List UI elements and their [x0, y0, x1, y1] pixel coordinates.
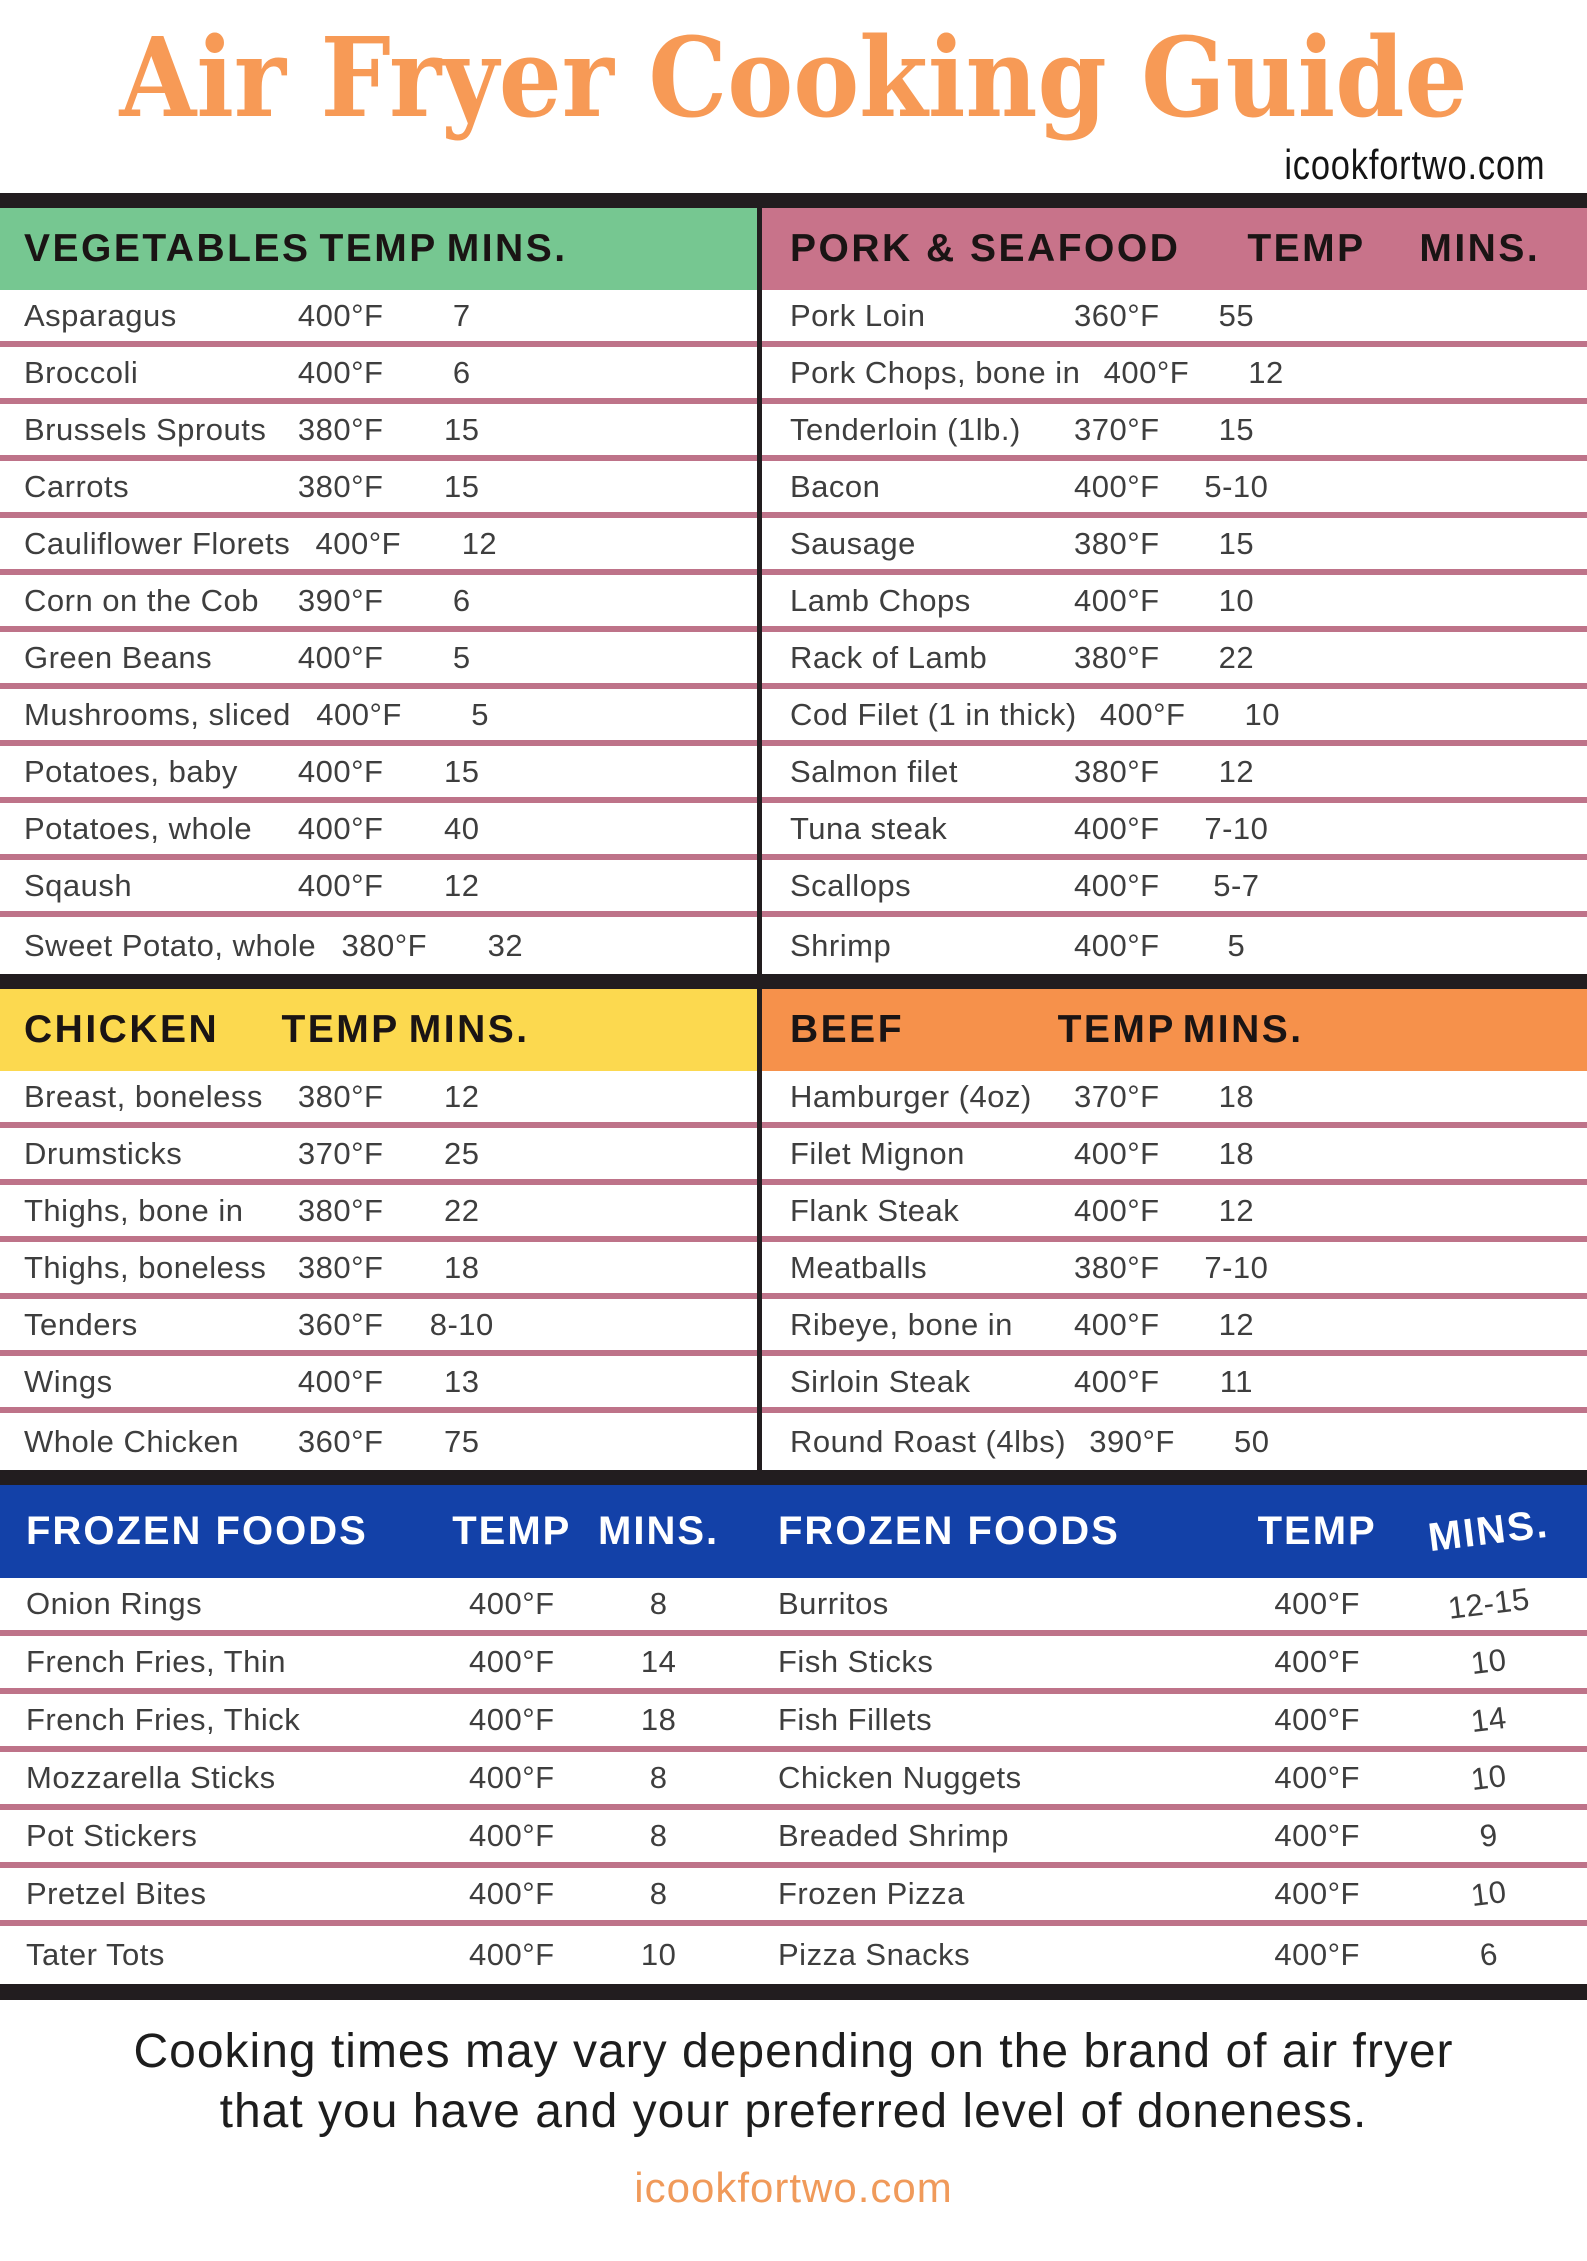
food-mins: 5-7 [1183, 868, 1290, 904]
food-mins: 8 [587, 1760, 730, 1796]
table-row [0, 1810, 1587, 1868]
temp-column-header: TEMP [436, 1509, 587, 1554]
food-temp: 400°F [436, 1702, 587, 1738]
food-temp: 380°F [273, 412, 409, 448]
food-name: Carrots [0, 469, 273, 505]
food-temp: 400°F [273, 754, 409, 790]
table-row [762, 1242, 1587, 1299]
food-mins: 55 [1183, 298, 1290, 334]
food-mins: 50 [1198, 1424, 1305, 1460]
table-row [762, 518, 1587, 575]
food-temp: 400°F [1214, 1876, 1420, 1912]
food-mins: 8 [587, 1586, 730, 1622]
food-name: Wings [0, 1364, 273, 1400]
table-row [0, 575, 757, 632]
food-temp: 390°F [1066, 1424, 1198, 1460]
footer [0, 2022, 1587, 2212]
section-label-vegetables: VEGETABLES [0, 227, 310, 271]
food-name: Brussels Sprouts [0, 412, 273, 448]
food-temp: 400°F [436, 1586, 587, 1622]
table-row [762, 689, 1587, 746]
food-mins: 18 [409, 1250, 515, 1286]
food-name: Potatoes, whole [0, 811, 273, 847]
food-mins: 8 [587, 1818, 730, 1854]
food-name: Asparagus [0, 298, 273, 334]
table-row [0, 803, 757, 860]
table-row [0, 689, 757, 746]
food-name: Pretzel Bites [0, 1876, 436, 1912]
footer-note-line1: Cooking times may vary depending on the brand of air fryer [0, 2022, 1587, 2082]
temp-column-header: TEMP [1241, 227, 1373, 271]
table-row [0, 290, 757, 347]
food-temp: 400°F [436, 1644, 587, 1680]
table-row [762, 746, 1587, 803]
food-temp: 380°F [273, 1250, 409, 1286]
food-mins: 15 [1183, 412, 1290, 448]
food-mins: 10 [1183, 583, 1290, 619]
divider-bar [0, 1984, 1587, 2000]
food-name: Tater Tots [0, 1937, 436, 1973]
food-temp: 400°F [436, 1876, 587, 1912]
table-row [0, 347, 757, 404]
table-row [762, 461, 1587, 518]
food-name: Sirloin Steak [762, 1364, 1051, 1400]
table-row [762, 917, 1587, 974]
food-mins: 40 [409, 811, 515, 847]
food-name: Rack of Lamb [762, 640, 1051, 676]
food-temp: 400°F [273, 1364, 409, 1400]
food-name: Hamburger (4oz) [762, 1079, 1051, 1115]
food-name: Shrimp [762, 928, 1051, 964]
table-row [0, 461, 757, 518]
food-name: Breaded Shrimp [730, 1818, 1214, 1854]
food-name: Drumsticks [0, 1136, 273, 1172]
food-mins: 10 [1420, 1760, 1587, 1796]
food-temp: 400°F [436, 1937, 587, 1973]
food-temp: 370°F [273, 1136, 409, 1172]
table-row [762, 404, 1587, 461]
food-mins: 12 [409, 868, 515, 904]
food-name: French Fries, Thin [0, 1644, 436, 1680]
food-temp: 380°F [1051, 1250, 1183, 1286]
food-name: Pork Loin [762, 298, 1051, 334]
table-row [762, 290, 1587, 347]
food-mins: 12 [1183, 1193, 1290, 1229]
food-mins: 18 [587, 1702, 730, 1738]
food-name: Breast, boneless [0, 1079, 273, 1115]
food-mins: 6 [409, 355, 515, 391]
chicken-rows [0, 1071, 757, 1470]
food-mins: 14 [1420, 1702, 1587, 1738]
food-name: Mozzarella Sticks [0, 1760, 436, 1796]
food-mins: 10 [587, 1937, 730, 1973]
food-mins: 15 [1183, 526, 1290, 562]
food-name: Thighs, boneless [0, 1250, 273, 1286]
food-mins: 8-10 [409, 1307, 515, 1343]
food-mins: 15 [409, 754, 515, 790]
table-row [762, 860, 1587, 917]
food-mins: 5-10 [1183, 469, 1290, 505]
food-mins: 13 [409, 1364, 515, 1400]
table-row [0, 632, 757, 689]
pork-seafood-table [762, 208, 1587, 974]
food-mins: 7-10 [1183, 1250, 1290, 1286]
food-temp: 400°F [273, 355, 409, 391]
food-temp: 400°F [1214, 1644, 1420, 1680]
table-row [0, 1242, 757, 1299]
food-temp: 380°F [273, 1193, 409, 1229]
mins-column-header: MINS. [447, 227, 568, 271]
food-temp: 400°F [1214, 1818, 1420, 1854]
food-name: Sqaush [0, 868, 273, 904]
food-mins: 7-10 [1183, 811, 1290, 847]
mins-column-header: MINS. [587, 1509, 730, 1554]
food-mins: 10 [1420, 1644, 1587, 1680]
food-temp: 400°F [1051, 1136, 1183, 1172]
food-name: Pizza Snacks [730, 1937, 1214, 1973]
food-name: Frozen Pizza [730, 1876, 1214, 1912]
table-row [762, 803, 1587, 860]
mins-column-header: MINS. [1183, 1008, 1304, 1052]
section-label-pork-seafood: PORK & SEAFOOD [762, 227, 1241, 271]
food-temp: 400°F [291, 697, 427, 733]
vegetables-pork-band [0, 208, 1587, 974]
food-temp: 400°F [1077, 697, 1209, 733]
food-name: Pot Stickers [0, 1818, 436, 1854]
food-name: Green Beans [0, 640, 273, 676]
site-url-top-wrap [0, 141, 1587, 193]
vegetables-rows [0, 290, 757, 974]
chicken-table-header [0, 989, 757, 1071]
chicken-beef-band [0, 989, 1587, 1470]
food-name: Flank Steak [762, 1193, 1051, 1229]
food-mins: 10 [1420, 1876, 1587, 1912]
temp-column-header: TEMP [273, 1008, 409, 1052]
food-name: Potatoes, baby [0, 754, 273, 790]
food-name: Whole Chicken [0, 1424, 273, 1460]
pork-seafood-table-header [762, 208, 1587, 290]
food-mins: 8 [587, 1876, 730, 1912]
food-temp: 400°F [436, 1818, 587, 1854]
table-row [0, 746, 757, 803]
food-temp: 400°F [1051, 1364, 1183, 1400]
food-temp: 400°F [273, 811, 409, 847]
table-row [0, 518, 757, 575]
divider-bar [0, 1470, 1587, 1485]
table-row [762, 1128, 1587, 1185]
food-name: Scallops [762, 868, 1051, 904]
food-name: Lamb Chops [762, 583, 1051, 619]
table-row [0, 1694, 1587, 1752]
food-mins: 12 [1212, 355, 1319, 391]
temp-column-header: TEMP [310, 227, 446, 271]
food-mins: 12 [1183, 1307, 1290, 1343]
table-row [0, 1578, 1587, 1636]
table-row [0, 1128, 757, 1185]
food-temp: 380°F [273, 469, 409, 505]
food-name: Mushrooms, sliced [0, 697, 291, 733]
table-row [0, 1926, 1587, 1984]
food-name: Round Roast (4lbs) [762, 1424, 1066, 1460]
beef-table-header [762, 989, 1587, 1071]
table-row [0, 1299, 757, 1356]
table-row [0, 1185, 757, 1242]
food-name: Onion Rings [0, 1586, 436, 1622]
food-name: Thighs, bone in [0, 1193, 273, 1229]
food-temp: 400°F [1051, 868, 1183, 904]
food-temp: 400°F [1214, 1586, 1420, 1622]
food-temp: 400°F [1051, 583, 1183, 619]
table-row [762, 1185, 1587, 1242]
table-row [0, 1868, 1587, 1926]
section-label-beef: BEEF [762, 1008, 1051, 1052]
food-mins: 6 [409, 583, 515, 619]
food-name: Sweet Potato, whole [0, 928, 316, 964]
food-temp: 380°F [1051, 754, 1183, 790]
food-mins: 6 [1420, 1937, 1587, 1973]
vegetables-table [0, 208, 757, 974]
table-row [0, 1413, 757, 1470]
food-mins: 12 [426, 526, 532, 562]
food-name: Cauliflower Florets [0, 526, 290, 562]
food-mins: 12 [1183, 754, 1290, 790]
table-row [0, 1636, 1587, 1694]
food-mins: 10 [1209, 697, 1316, 733]
food-name: Salmon filet [762, 754, 1051, 790]
food-temp: 390°F [273, 583, 409, 619]
food-name: Filet Mignon [762, 1136, 1051, 1172]
food-temp: 380°F [1051, 526, 1183, 562]
food-mins: 11 [1183, 1364, 1290, 1400]
frozen-foods-table-header [0, 1485, 1587, 1578]
food-mins: 15 [409, 469, 515, 505]
food-name: Bacon [762, 469, 1051, 505]
temp-column-header: TEMP [1051, 1008, 1183, 1052]
food-mins: 25 [409, 1136, 515, 1172]
food-name: Pork Chops, bone in [762, 355, 1080, 391]
food-name: Ribeye, bone in [762, 1307, 1051, 1343]
food-mins: 12 [409, 1079, 515, 1115]
beef-table [762, 989, 1587, 1470]
food-temp: 400°F [1051, 1193, 1183, 1229]
footer-note-line2: that you have and your preferred level of doneness. [0, 2082, 1587, 2142]
food-mins: 15 [409, 412, 515, 448]
food-mins: 75 [409, 1424, 515, 1460]
table-row [0, 917, 757, 974]
food-temp: 400°F [290, 526, 426, 562]
food-temp: 400°F [436, 1760, 587, 1796]
table-row [0, 860, 757, 917]
mins-column-header: MINS. [1373, 227, 1587, 271]
pork-seafood-rows [762, 290, 1587, 974]
chicken-table [0, 989, 757, 1470]
food-temp: 400°F [1080, 355, 1212, 391]
divider-bar [0, 193, 1587, 208]
mins-column-header: MINS. [1420, 1509, 1587, 1554]
food-name: Fish Fillets [730, 1702, 1214, 1738]
food-temp: 400°F [273, 640, 409, 676]
table-row [762, 632, 1587, 689]
food-temp: 400°F [273, 868, 409, 904]
food-name: Tuna steak [762, 811, 1051, 847]
food-mins: 12-15 [1420, 1586, 1587, 1622]
food-mins: 7 [409, 298, 515, 334]
food-name: Broccoli [0, 355, 273, 391]
food-mins: 14 [587, 1644, 730, 1680]
food-temp: 400°F [273, 298, 409, 334]
website-url-bottom: icookfortwo.com [0, 2164, 1587, 2212]
food-temp: 380°F [1051, 640, 1183, 676]
page-title: Air Fryer Cooking Guide [79, 16, 1507, 139]
temp-column-header: TEMP [1214, 1509, 1420, 1554]
food-name: French Fries, Thick [0, 1702, 436, 1738]
food-mins: 18 [1183, 1136, 1290, 1172]
food-mins: 22 [1183, 640, 1290, 676]
website-url-top: icookfortwo.com [1284, 141, 1545, 189]
food-name: Burritos [730, 1586, 1214, 1622]
table-row [762, 1299, 1587, 1356]
table-row [0, 1356, 757, 1413]
food-temp: 380°F [316, 928, 452, 964]
food-temp: 360°F [273, 1307, 409, 1343]
divider-bar [0, 974, 1587, 989]
food-mins: 5 [1183, 928, 1290, 964]
beef-rows [762, 1071, 1587, 1470]
table-row [762, 1071, 1587, 1128]
section-label-chicken: CHICKEN [0, 1008, 273, 1052]
food-temp: 370°F [1051, 412, 1183, 448]
food-temp: 380°F [273, 1079, 409, 1115]
mins-column-header: MINS. [409, 1008, 530, 1052]
food-mins: 32 [452, 928, 558, 964]
food-name: Tenderloin (1lb.) [762, 412, 1051, 448]
food-name: Fish Sticks [730, 1644, 1214, 1680]
food-temp: 400°F [1214, 1937, 1420, 1973]
food-temp: 400°F [1214, 1760, 1420, 1796]
food-name: Cod Filet (1 in thick) [762, 697, 1077, 733]
food-temp: 400°F [1051, 1307, 1183, 1343]
food-mins: 5 [427, 697, 533, 733]
table-row [762, 347, 1587, 404]
food-temp: 400°F [1051, 469, 1183, 505]
food-mins: 5 [409, 640, 515, 676]
food-temp: 370°F [1051, 1079, 1183, 1115]
food-temp: 360°F [1051, 298, 1183, 334]
food-temp: 360°F [273, 1424, 409, 1460]
table-row [0, 404, 757, 461]
air-fryer-guide-infographic [0, 16, 1587, 2212]
table-row [762, 575, 1587, 632]
food-mins: 22 [409, 1193, 515, 1229]
section-label-frozen-left: FROZEN FOODS [0, 1509, 436, 1554]
frozen-foods-rows [0, 1578, 1587, 1984]
frozen-foods-table [0, 1485, 1587, 1984]
food-name: Tenders [0, 1307, 273, 1343]
vegetables-table-header [0, 208, 757, 290]
food-name: Corn on the Cob [0, 583, 273, 619]
table-row [0, 1752, 1587, 1810]
food-temp: 400°F [1051, 928, 1183, 964]
food-mins: 9 [1420, 1818, 1587, 1854]
food-mins: 18 [1183, 1079, 1290, 1115]
food-name: Meatballs [762, 1250, 1051, 1286]
food-name: Sausage [762, 526, 1051, 562]
food-name: Chicken Nuggets [730, 1760, 1214, 1796]
food-temp: 400°F [1214, 1702, 1420, 1738]
section-label-frozen-right: FROZEN FOODS [730, 1509, 1214, 1554]
table-row [762, 1356, 1587, 1413]
table-row [0, 1071, 757, 1128]
food-temp: 400°F [1051, 811, 1183, 847]
table-row [762, 1413, 1587, 1470]
